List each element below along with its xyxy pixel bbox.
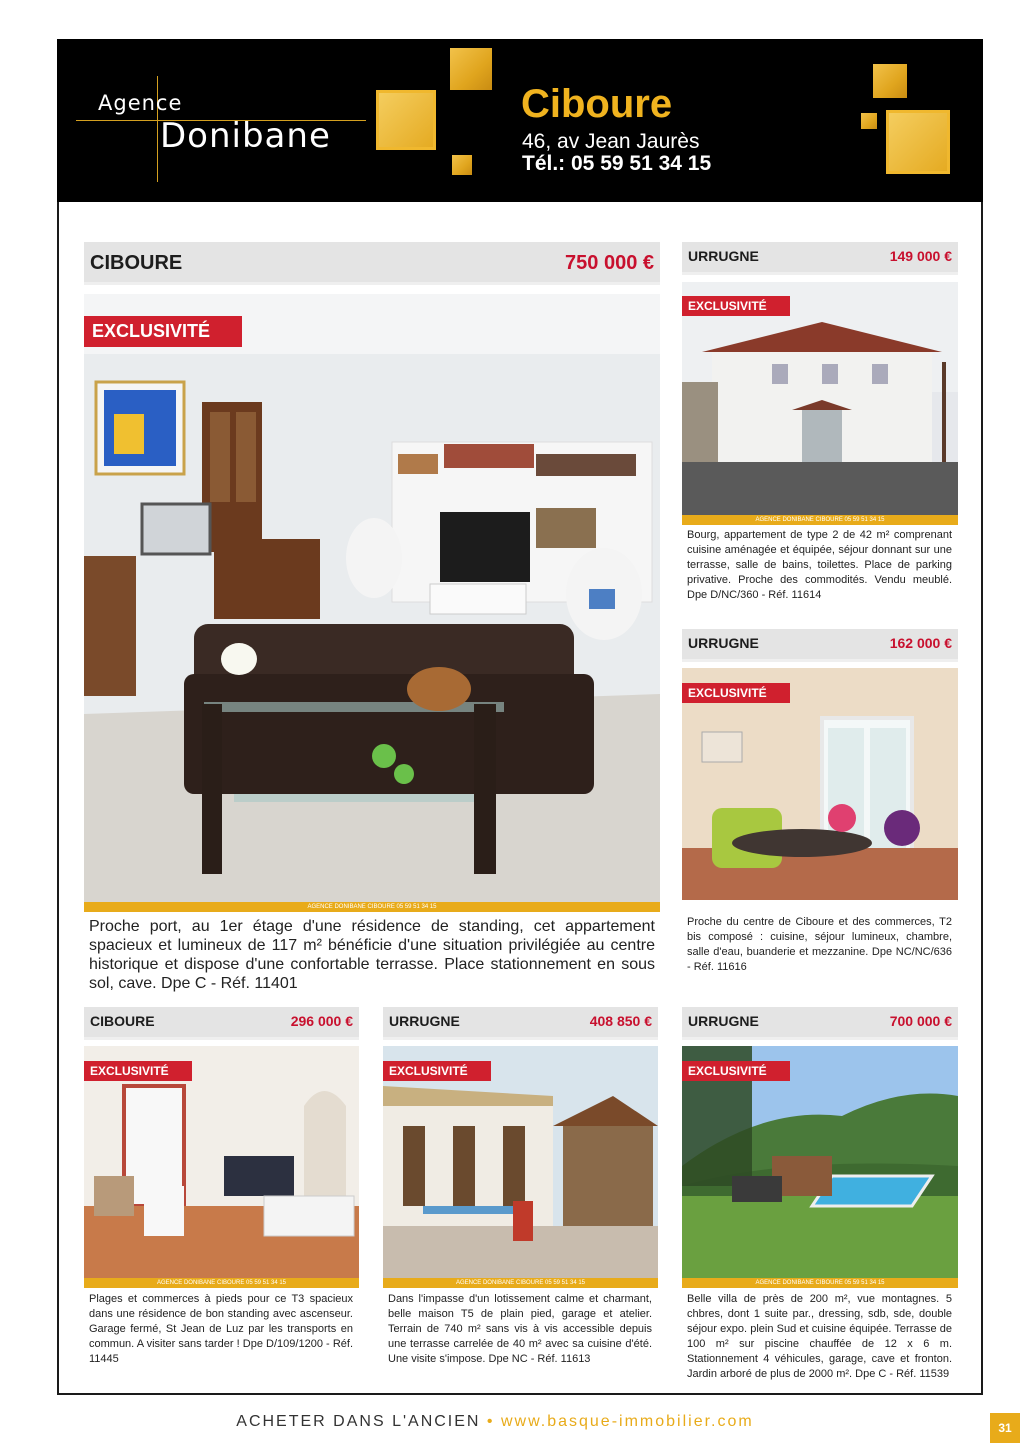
logo-agence-text: Agence: [98, 91, 183, 115]
listing-right2-description: Proche du centre de Ciboure et des commerces, T2 bis composé : cuisine, séjour lumineux, chambre, salle d'eau, buanderie et mezzanine. Dpe NC/NC/636 - Réf. 11616: [687, 916, 952, 973]
listing-main-price: 750 000 €: [565, 252, 654, 274]
listing-main-city: CIBOURE: [90, 252, 183, 274]
listing-main-description: Proche port, au 1er étage d'une résidence de standing, cet appartement spacieux et lumineux de 117 m² bénéficie d'une situation privilégiée au centre historique et dispose d'une confortable terrasse. Place stationnement en sous sol, cave. Dpe C - Réf. 11401: [89, 918, 655, 992]
listing-bottom1-badge: EXCLUSIVITÉ: [84, 1061, 192, 1081]
listing-main-badge: EXCLUSIVITÉ: [84, 316, 242, 347]
listing-bottom3-title-bar: [682, 1007, 958, 1040]
listing-bottom3-price: 700 000 €: [889, 1013, 952, 1029]
listing-bottom3-description: Belle villa de près de 200 m², vue montagnes. 5 chbres, dont 1 suite par., dressing, sdb, sde, double séjour expo. plein Sud et cuisine équipée. Terrasse de 100 m² sur piscine chauffée de 12 x 6 m. Stationnement 4 véhicules, garage, cave et fronton. Jardin arboré de plus de 2000 m². Dpe C - Réf. 11539: [687, 1293, 952, 1380]
listing-bottom1-city: CIBOURE: [90, 1013, 155, 1029]
listing-right1-city: URRUGNE: [688, 248, 759, 264]
listing-bottom2-badge: EXCLUSIVITÉ: [383, 1061, 491, 1081]
listing-right1-description: Bourg, appartement de type 2 de 42 m² comprenant cuisine aménagée et équipée, séjour donnant sur une terrasse, salle de bains, toilettes. Place de parking privative. Proche des commodités. Vendu meublé. Dpe D/NC/360 - Réf. 11614: [687, 529, 952, 601]
listing-bottom3-photo[interactable]: [682, 1046, 958, 1278]
listing-right2-city: URRUGNE: [688, 635, 759, 651]
listing-bottom1-price: 296 000 €: [290, 1013, 353, 1029]
listing-right2-price: 162 000 €: [889, 635, 952, 651]
logo-square-small: [452, 155, 472, 175]
deco-square-tiny: [861, 113, 877, 129]
listing-bottom1-description: Plages et commerces à pieds pour ce T3 spacieux dans une résidence de bon standing avec ascenseur. Garage fermé, St Jean de Luz par les transports en commun. A visiter sans tarder ! Dpe D/109/1200 - Réf. 11445: [89, 1293, 353, 1365]
header-city: Ciboure: [521, 82, 673, 126]
listing-bottom3-credit: AGENCE DONIBANE CIBOURE 05 59 51 34 15: [682, 1278, 958, 1288]
listing-bottom2-title-bar: [383, 1007, 658, 1040]
footer-separator: •: [486, 1413, 495, 1430]
logo-square-top: [450, 48, 492, 90]
footer-text: ACHETER DANS L'ANCIEN: [236, 1413, 481, 1430]
listing-right1-photo[interactable]: [682, 282, 958, 515]
deco-square-top: [873, 64, 907, 98]
page-number: 31: [990, 1413, 1020, 1443]
listing-right1-price: 149 000 €: [889, 248, 952, 264]
logo-square-large: [376, 90, 436, 150]
listing-bottom1-photo[interactable]: [84, 1046, 359, 1278]
listing-right1-credit: AGENCE DONIBANE CIBOURE 05 59 51 34 15: [682, 515, 958, 525]
listing-bottom3-city: URRUGNE: [688, 1013, 759, 1029]
footer-tagline: [0, 1413, 990, 1431]
listing-bottom2-city: URRUGNE: [389, 1013, 460, 1029]
listing-right1-badge: EXCLUSIVITÉ: [682, 296, 790, 316]
listing-right1-title-bar: [682, 242, 958, 275]
listing-bottom1-title-bar: [84, 1007, 359, 1040]
listing-right2-title-bar: [682, 629, 958, 662]
listing-bottom2-description: Dans l'impasse d'un lotissement calme et charmant, belle maison T5 de plain pied, garage et atelier. Terrain de 740 m² sans vis à vis accessible depuis une terrasse carrelée de 40 m² avec sa cuisine d'été. Une visite s'impose. Dpe NC - Réf. 11613: [388, 1293, 652, 1365]
listing-right2-badge: EXCLUSIVITÉ: [682, 683, 790, 703]
listing-main-credit: AGENCE DONIBANE CIBOURE 05 59 51 34 15: [84, 902, 660, 912]
logo-donibane-text: Donibane: [160, 116, 331, 156]
listing-bottom2-photo[interactable]: [383, 1046, 658, 1278]
listing-main-photo[interactable]: [84, 294, 660, 902]
listing-right2-photo[interactable]: [682, 668, 958, 900]
listing-bottom1-credit: AGENCE DONIBANE CIBOURE 05 59 51 34 15: [84, 1278, 359, 1288]
header-address: 46, av Jean Jaurès: [522, 130, 700, 153]
header-phone: Tél.: 05 59 51 34 15: [522, 152, 712, 175]
listing-bottom2-credit: AGENCE DONIBANE CIBOURE 05 59 51 34 15: [383, 1278, 658, 1288]
listing-main-title-bar: [84, 242, 660, 285]
listing-bottom3-badge: EXCLUSIVITÉ: [682, 1061, 790, 1081]
listing-bottom2-price: 408 850 €: [589, 1013, 652, 1029]
deco-square-large: [886, 110, 950, 174]
footer-website-link[interactable]: www.basque-immobilier.com: [500, 1413, 754, 1430]
